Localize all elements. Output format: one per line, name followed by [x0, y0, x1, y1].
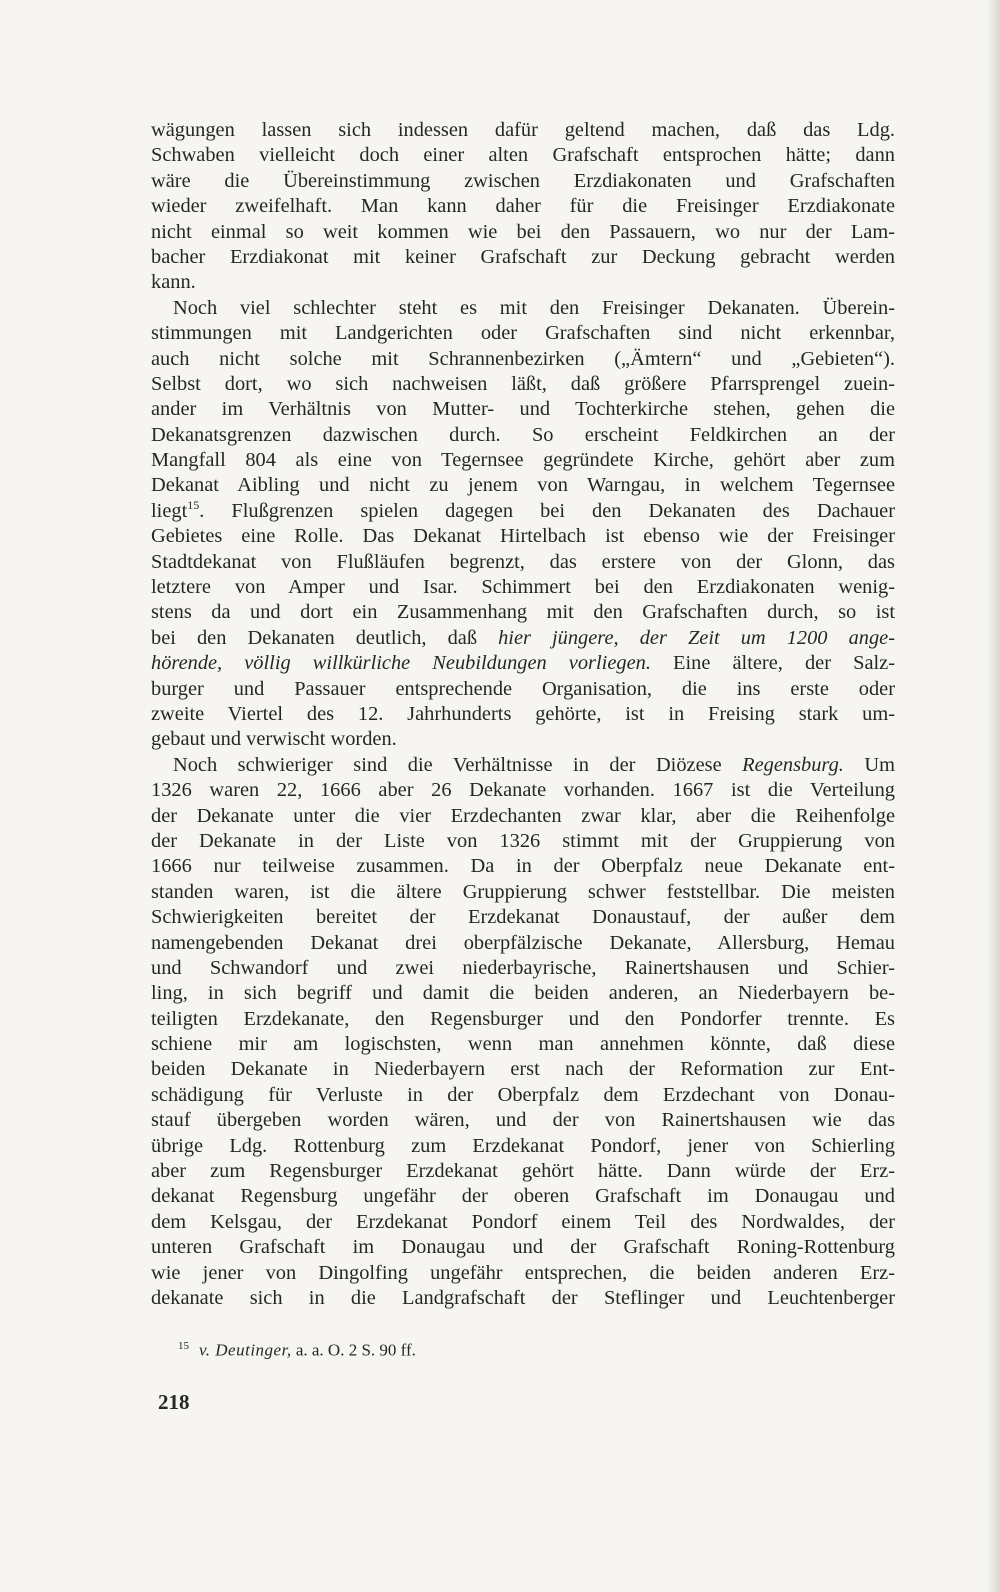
- text-line: [151, 423, 895, 448]
- text-run: stimmungen mit Landgerichten oder Grafschaften sind nicht erkennbar,: [151, 322, 895, 345]
- text-run: Um: [843, 753, 896, 776]
- text-line: [151, 1159, 895, 1184]
- text-line: [151, 347, 895, 372]
- text-run: wieder zweifelhaft. Man kann daher für die Freisinger Erzdiakonate: [151, 195, 895, 218]
- text-line: [151, 575, 895, 600]
- emphasis-text: hier jüngere, der Zeit um 1200 ange-: [498, 626, 895, 649]
- footnote-reference: 15: [187, 497, 200, 512]
- text-line: [151, 1007, 895, 1032]
- text-line: [151, 194, 895, 219]
- text-line: [151, 1134, 895, 1159]
- text-run: zweite Viertel des 12. Jahrhunderts gehörte, ist in Freising stark um-: [151, 702, 895, 725]
- footnote-author: v. Deutinger,: [199, 1340, 292, 1360]
- body-text: [151, 118, 895, 1311]
- text-run: nicht einmal so weit kommen wie bei den Passauern, wo nur der Lam-: [151, 220, 895, 243]
- text-run: dekanat Regensburg ungefähr der oberen Grafschaft im Donaugau und: [151, 1185, 895, 1208]
- text-run: Dekanat Aibling und nicht zu jenem von Warngau, in welchem Tegernsee: [151, 474, 895, 497]
- text-run: gebaut und verwischt worden.: [151, 728, 397, 751]
- text-line: [151, 473, 895, 498]
- text-line: [151, 804, 895, 829]
- text-line: [151, 1083, 895, 1108]
- text-line: [151, 1261, 895, 1286]
- text-run: wie jener von Dingolfing ungefähr entsprechen, die beiden anderen Erz-: [151, 1261, 895, 1284]
- page-edge-shadow: [986, 0, 1000, 1592]
- text-run: 1666 nur teilweise zusammen. Da in der Oberpfalz neue Dekanate ent-: [151, 855, 895, 878]
- text-run: Selbst dort, wo sich nachweisen läßt, daß größere Pfarrsprengel zuein-: [151, 372, 895, 395]
- text-line: [151, 270, 895, 295]
- text-line: [151, 220, 895, 245]
- text-run: liegt: [151, 499, 188, 522]
- text-line: [151, 1286, 895, 1311]
- text-run: schädigung für Verluste in der Oberpfalz dem Erzdechant von Donau-: [151, 1083, 895, 1106]
- text-line: [151, 550, 895, 575]
- text-line: [151, 296, 895, 321]
- text-run: Gebietes eine Rolle. Das Dekanat Hirtelbach ist ebenso wie der Freisinger: [151, 525, 895, 548]
- text-line: [151, 931, 895, 956]
- text-line: [151, 956, 895, 981]
- text-run: übrige Ldg. Rottenburg zum Erzdekanat Pondorf, jener von Schierling: [151, 1134, 895, 1157]
- text-line: [151, 524, 895, 549]
- text-run: 1326 waren 22, 1666 aber 26 Dekanate vorhanden. 1667 ist die Verteilung: [151, 779, 895, 802]
- text-line: [151, 880, 895, 905]
- text-line: [151, 753, 895, 778]
- text-line: [151, 499, 895, 524]
- text-run: teiligten Erzdekanate, den Regensburger und den Pondorfer trennte. Es: [151, 1007, 895, 1030]
- text-line: [151, 727, 895, 752]
- text-run: burger und Passauer entsprechende Organisation, die ins erste oder: [151, 677, 895, 700]
- text-line: [151, 626, 895, 651]
- text-line: [151, 1032, 895, 1057]
- text-run: ander im Verhältnis von Mutter- und Tochterkirche stehen, gehen die: [151, 398, 895, 421]
- footnote-text: a. a. O. 2 S. 90 ff.: [291, 1340, 416, 1360]
- text-line: [151, 905, 895, 930]
- text-line: [151, 118, 895, 143]
- text-run: stauf übergeben worden wären, und der von Rainertshausen wie das: [151, 1109, 895, 1132]
- text-line: [151, 1184, 895, 1209]
- page-number: 218: [158, 1390, 190, 1414]
- text-line: [151, 397, 895, 422]
- text-line: [151, 372, 895, 397]
- text-run: Dekanatsgrenzen dazwischen durch. So erscheint Feldkirchen an der: [151, 423, 895, 446]
- text-run: Stadtdekanat von Flußläufen begrenzt, das erstere von der Glonn, das: [151, 550, 895, 573]
- text-run: ling, in sich begriff und damit die beiden anderen, an Niederbayern be-: [151, 982, 895, 1005]
- text-run: der Dekanate unter die vier Erzdechanten zwar klar, aber die Reihenfolge: [151, 804, 895, 827]
- footnote-number: 15: [178, 1340, 189, 1352]
- text-run: Eine ältere, der Salz-: [650, 652, 896, 675]
- text-run: wäre die Übereinstimmung zwischen Erzdiakonaten und Grafschaften: [151, 169, 895, 192]
- text-run: Noch viel schlechter steht es mit den Freisinger Dekanaten. Überein-: [173, 296, 895, 319]
- text-line: [151, 1108, 895, 1133]
- text-line: [151, 1235, 895, 1260]
- text-line: [151, 600, 895, 625]
- text-run: schiene mir am logischsten, wenn man annehmen könnte, daß diese: [151, 1033, 895, 1056]
- text-line: [151, 854, 895, 879]
- text-line: [151, 448, 895, 473]
- text-run: aber zum Regensburger Erzdekanat gehört hätte. Dann würde der Erz-: [151, 1160, 895, 1183]
- text-run: Noch schwieriger sind die Verhältnisse in der Diözese: [173, 753, 743, 776]
- text-line: [151, 778, 895, 803]
- text-line: [151, 677, 895, 702]
- text-line: [151, 245, 895, 270]
- emphasis-text: Regensburg.: [742, 753, 844, 776]
- text-line: [151, 143, 895, 168]
- text-line: [151, 169, 895, 194]
- text-run: bacher Erzdiakonat mit keiner Grafschaft zur Deckung gebracht werden: [151, 245, 895, 268]
- footnote: [178, 1340, 416, 1361]
- text-line: [151, 651, 895, 676]
- text-run: . Flußgrenzen spielen dagegen bei den Dekanaten des Dachauer: [199, 499, 895, 522]
- text-run: beiden Dekanate in Niederbayern erst nach der Reformation zur Ent-: [151, 1058, 895, 1081]
- text-run: Schwaben vielleicht doch einer alten Grafschaft entsprochen hätte; dann: [151, 144, 895, 167]
- emphasis-text: hörende, völlig willkürliche Neubildungen vorliegen.: [151, 652, 651, 675]
- text-run: standen waren, ist die ältere Gruppierung schwer feststellbar. Die meisten: [151, 880, 895, 903]
- text-line: [151, 321, 895, 346]
- text-line: [151, 1210, 895, 1235]
- text-line: [151, 702, 895, 727]
- text-run: letztere von Amper und Isar. Schimmert bei den Erzdiakonaten wenig-: [151, 576, 895, 599]
- text-run: dem Kelsgau, der Erzdekanat Pondorf einem Teil des Nordwaldes, der: [151, 1210, 895, 1233]
- text-run: bei den Dekanaten deutlich, daß: [151, 626, 499, 649]
- text-run: Schwierigkeiten bereitet der Erzdekanat Donaustauf, der außer dem: [151, 906, 895, 929]
- text-run: stens da und dort ein Zusammenhang mit den Grafschaften durch, so ist: [151, 601, 895, 624]
- text-run: unteren Grafschaft im Donaugau und der Grafschaft Roning-Rottenburg: [151, 1236, 895, 1259]
- text-run: der Dekanate in der Liste von 1326 stimmt mit der Gruppierung von: [151, 829, 895, 852]
- text-run: Mangfall 804 als eine von Tegernsee gegründete Kirche, gehört aber zum: [151, 449, 895, 472]
- text-line: [151, 981, 895, 1006]
- text-run: kann.: [151, 271, 196, 294]
- text-line: [151, 829, 895, 854]
- text-run: wägungen lassen sich indessen dafür geltend machen, daß das Ldg.: [151, 119, 895, 141]
- text-run: und Schwandorf und zwei niederbayrische, Rainertshausen und Schier-: [151, 956, 895, 979]
- text-run: namengebenden Dekanat drei oberpfälzische Dekanate, Allersburg, Hemau: [151, 931, 895, 954]
- text-run: auch nicht solche mit Schrannenbezirken („Ämtern“ und „Gebieten“).: [151, 347, 895, 370]
- text-run: dekanate sich in die Landgrafschaft der Steflinger und Leuchtenberger: [151, 1286, 895, 1309]
- text-line: [151, 1057, 895, 1082]
